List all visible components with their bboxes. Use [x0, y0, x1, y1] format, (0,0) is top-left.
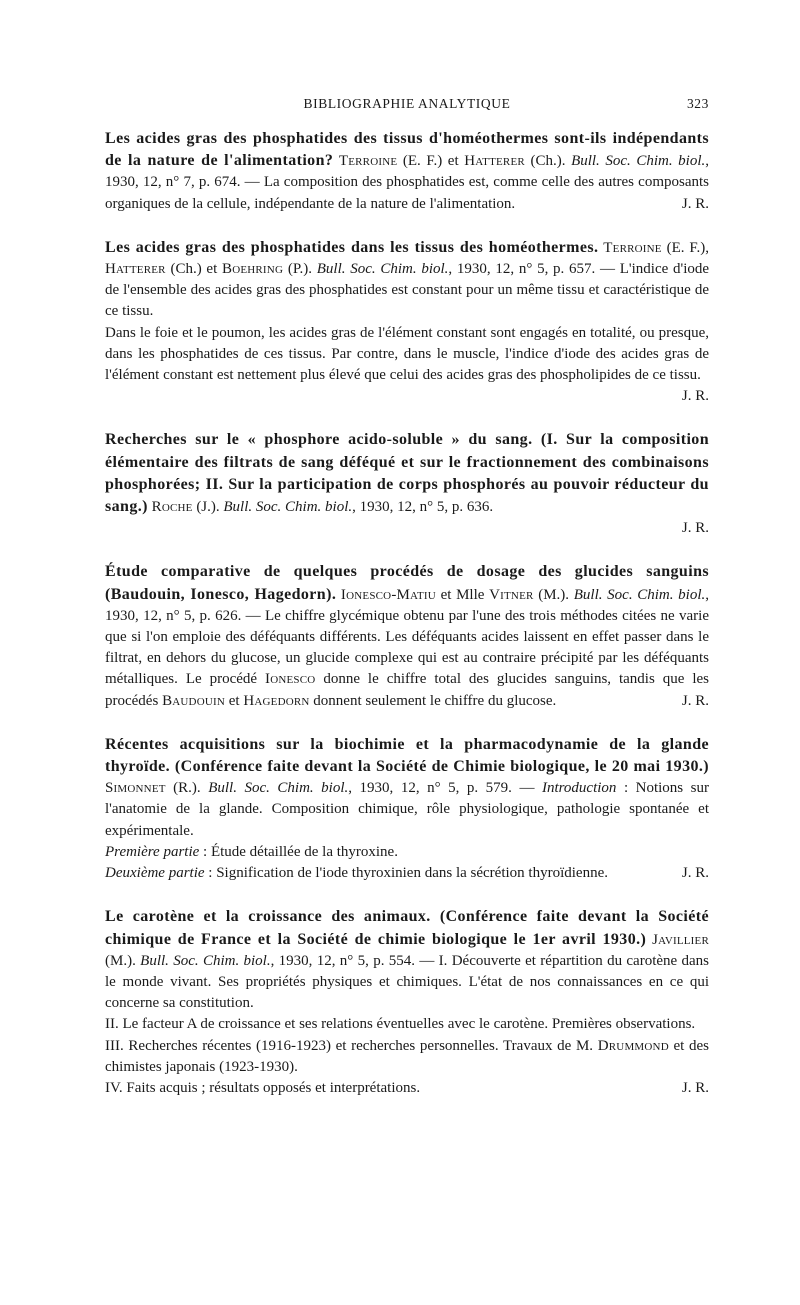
journal-name: Bull. Soc. Chim. biol. — [316, 261, 449, 278]
abstract-text: , 1930, 12, n° 5, p. 554. — I. Découverte et répartition du carotène dans le monde vivant. Ses propriétés physiques et chimiques. L'état de nos connaissances en ce qui concerne sa constitution. — [105, 952, 710, 1012]
reference-text: et Mlle — [435, 586, 490, 603]
author-name: Simonnet — [105, 780, 166, 797]
abstract-paragraph — [105, 863, 709, 884]
author-name: Vitner — [489, 586, 534, 603]
abstract-text: : Signification de l'iode thyroxinien dans la sécrétion thyroïdienne. — [204, 865, 608, 882]
journal-name: Bull. Soc. Chim. biol. — [573, 586, 706, 603]
journal-name: Bull. Soc. Chim. biol. — [223, 499, 353, 516]
running-title: BIBLIOGRAPHIE ANALYTIQUE — [303, 96, 511, 111]
bibliography-entry — [105, 429, 709, 539]
reference-text: (E. F.) et — [397, 153, 465, 170]
entry-body — [105, 128, 709, 215]
signature: J. R. — [681, 520, 709, 537]
abstract-text: donnent seulement le chiffre du glucose. — [309, 692, 557, 709]
author-name: Boehring — [221, 261, 284, 278]
abstract-text: et des chimistes japonais (1923-1930). — [105, 1037, 709, 1075]
author-name: Roche — [151, 499, 193, 516]
author-name: Terroine — [603, 239, 662, 256]
author-name: Ionesco — [265, 671, 316, 688]
abstract-paragraph — [105, 842, 709, 863]
signature: J. R. — [681, 1079, 709, 1096]
journal-name: Bull. Soc. Chim. biol. — [571, 153, 706, 170]
abstract-text: II. Le facteur A de croissance et ses relations éventuelles avec le carotène. Premières observations. — [105, 1016, 696, 1033]
section-label: Première partie — [105, 843, 200, 860]
author-name: Terroine — [338, 153, 398, 170]
reference-text: (Ch.). — [524, 153, 572, 170]
reference-text: (J.). — [192, 499, 224, 516]
entry-body — [105, 429, 709, 518]
signature: J. R. — [681, 195, 709, 212]
bibliography-entry — [105, 128, 709, 215]
reference-text: (M.). — [533, 586, 574, 603]
bibliography-entry — [105, 906, 709, 1099]
bibliography-entry — [105, 237, 709, 408]
entry-body — [105, 906, 709, 1014]
author-name: Hatterer — [105, 261, 166, 278]
author-name: Ionesco-Matiu — [340, 586, 436, 603]
signature: J. R. — [681, 865, 709, 882]
entry-title: Les acides gras des phosphatides des tissus d'homéothermes sont-ils indépendants de la nature de l'alimentation? — [105, 130, 709, 170]
author-name: Hatterer — [464, 153, 525, 170]
signature-line — [105, 518, 709, 539]
abstract-text: III. Recherches récentes (1916-1923) et recherches personnelles. Travaux de M. — [105, 1037, 598, 1054]
reference-text: (E. F.), — [661, 239, 709, 256]
entry-body — [105, 561, 709, 711]
abstract-text: : Notions sur l'anatomie de la glande. Composition chimique, rôle physiologique, pathologie spontanée et expérimentale. — [105, 780, 709, 839]
author-name: Drummond — [597, 1037, 669, 1054]
entry-title: Le carotène et la croissance des animaux. (Conférence faite devant la Société chimique de France et la Société de chimie biologique le 1er avril 1930.) — [105, 908, 709, 948]
author-name: Javillier — [652, 931, 709, 948]
abstract-text: , 1930, 12, n° 7, p. 674. — La composition des phosphatides est, comme celle des autres composants organiques de la cellule, indépendante de la nature de l'alimentation. — [105, 153, 710, 212]
abstract-text: Dans le foie et le poumon, les acides gras de l'élément constant sont engagés en totalité, ou presque, dans les phosphatides de ces tissus. Par contre, dans le muscle, l'indice d'iode des acides gras de l'élément constant est nettement plus élevé que celui des acides gras des phospholipides de ce tissu. — [105, 324, 709, 384]
reference-text: (M.). — [105, 952, 141, 969]
abstract-paragraph — [105, 323, 709, 405]
abstract-text: , 1930, 12, n° 5, p. 657. — L'indice d'iode de l'ensemble des acides gras des phosphatides est constant pour un même tissu et caractéristique de ce tissu. — [105, 261, 710, 320]
reference-text: (R.). — [165, 780, 209, 797]
page-number: 323 — [686, 96, 709, 111]
abstract-text: et — [225, 692, 244, 709]
journal-name: Bull. Soc. Chim. biol. — [208, 780, 349, 797]
reference-text: , 1930, 12, n° 5, p. 579. — — [348, 780, 542, 797]
entry-title: Recherches sur le « phosphore acido-soluble » du sang. (I. Sur la composition élémentaire des filtrats de sang déféqué et sur le fractionnement des combinaisons phosphorées; II. Sur la participation de corps phosphorés au pouvoir réducteur du sang.) — [105, 431, 709, 516]
reference-text: (P.). — [283, 261, 317, 278]
entry-title: Les acides gras des phosphatides dans les tissus des homéothermes. — [105, 238, 599, 256]
bibliography-entry — [105, 734, 709, 884]
abstract-text: : Étude détaillée de la thyroxine. — [199, 843, 398, 860]
bibliography-entry — [105, 561, 709, 711]
entry-title: Étude comparative de quelques procédés de dosage des glucides sanguins (Baudouin, Ionesco, Hagedorn). — [105, 563, 709, 603]
section-label: Deuxième partie — [105, 865, 205, 882]
abstract-text: , 1930, 12, n° 5, p. 626. — Le chiffre glycémique obtenu par l'une des trois méthodes citées ne varie que si l'on emploie des déféquants différents. Les déféquants acides laissent en effet passer dans le filtrat, en dehors du glucose, un glucide complexe qui est au contraire précipité par les déféquants métalliques. Le procédé — [105, 586, 710, 688]
journal-name: Bull. Soc. Chim. biol. — [140, 952, 271, 969]
reference-text: , 1930, 12, n° 5, p. 636. — [352, 499, 494, 516]
abstract-paragraph — [105, 1078, 709, 1099]
signature: J. R. — [681, 388, 709, 405]
running-header — [105, 96, 709, 112]
entry-body — [105, 237, 709, 323]
abstract-paragraph — [105, 1036, 709, 1078]
abstract-text: IV. Faits acquis ; résultats opposés et interprétations. — [105, 1079, 421, 1096]
page — [105, 96, 709, 1121]
reference-text: (Ch.) et — [165, 261, 222, 278]
abstract-paragraph — [105, 1014, 709, 1035]
entry-body — [105, 734, 709, 842]
section-label: Introduction — [541, 780, 617, 797]
signature: J. R. — [681, 692, 709, 709]
entry-title: Récentes acquisitions sur la biochimie et la pharmacodynamie de la glande thyroïde. (Conférence faite devant la Société de Chimie biologique, le 20 mai 1930.) — [105, 735, 709, 776]
abstract-text: donne le chiffre total des glucides sanguins, tandis que les procédés — [105, 671, 709, 709]
author-name: Baudouin — [162, 692, 225, 709]
author-name: Hagedorn — [243, 692, 310, 709]
